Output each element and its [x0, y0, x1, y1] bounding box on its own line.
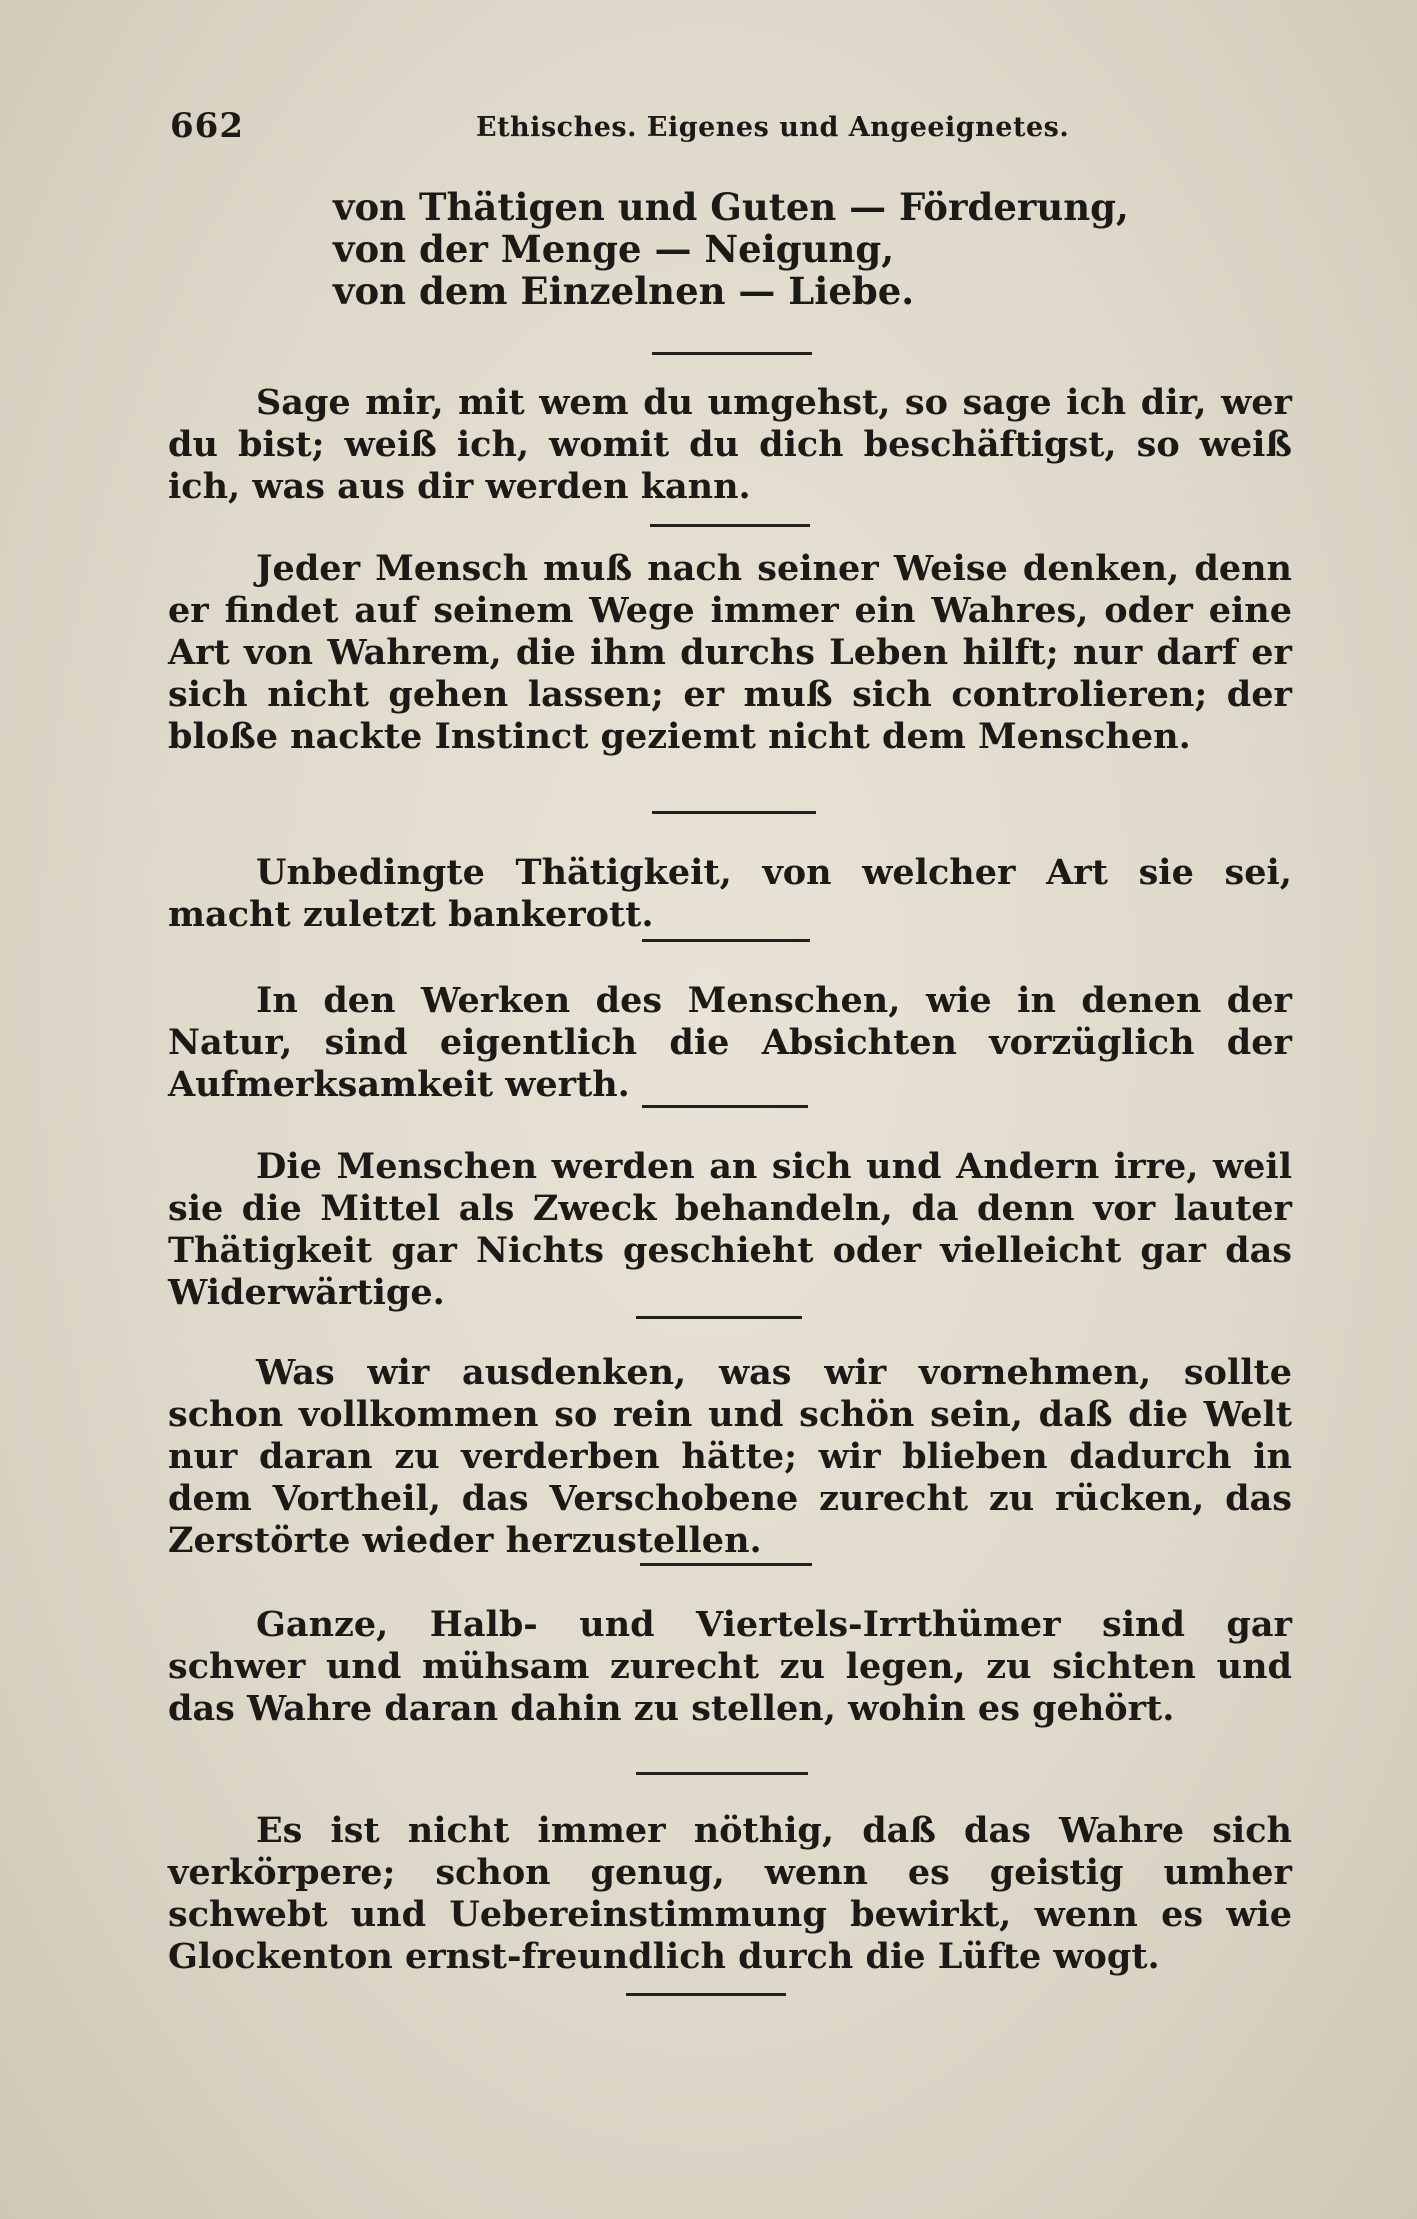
verse-line: von Thätigen und Guten — Förderung,: [333, 185, 1129, 229]
aphorism-paragraph: Was wir ausdenken, was wir vornehmen, sollte schon vollkommen so rein und schön sein, daß die Welt nur daran zu verderben hätte; wir blieben dadurch in dem Vortheil, das Verschobene zurecht zu rücken, das Zerstörte wieder herzustellen.: [168, 1352, 1292, 1561]
section-divider: [642, 939, 810, 942]
section-divider: [640, 1563, 812, 1566]
section-divider: [652, 811, 816, 814]
page-header: [170, 106, 1290, 156]
aphorism-paragraph: Sage mir, mit wem du umgehst, so sage ich dir, wer du bist; weiß ich, womit du dich beschäftigst, so weiß ich, was aus dir werden kann.: [168, 382, 1292, 507]
aphorism-paragraph: Es ist nicht immer nöthig, daß das Wahre sich verkörpere; schon genug, wenn es geistig umher schwebt und Uebereinstimmung bewirkt, wenn es wie Glockenton ernst-freundlich durch die Lüfte wogt.: [168, 1810, 1292, 1977]
section-divider: [650, 524, 810, 527]
aphorism-paragraph: Ganze, Halb- und Viertels-Irrthümer sind gar schwer und mühsam zurecht zu legen, zu sichten und das Wahre daran dahin zu stellen, wohin es gehört.: [168, 1604, 1292, 1729]
aphorism-paragraph: Die Menschen werden an sich und Andern irre, weil sie die Mittel als Zweck behandeln, da denn vor lauter Thätigkeit gar Nichts geschieht oder vielleicht gar das Widerwärtige.: [168, 1146, 1292, 1313]
aphorism-paragraph: In den Werken des Menschen, wie in denen der Natur, sind eigentlich die Absichten vorzüglich der Aufmerksamkeit werth.: [168, 980, 1292, 1105]
section-divider: [636, 1316, 802, 1319]
verse-line: von der Menge — Neigung,: [333, 227, 895, 271]
page-number: 662: [170, 106, 244, 146]
running-head: Ethisches. Eigenes und Angeeignetes.: [476, 112, 1070, 143]
section-divider: [642, 1105, 808, 1108]
verse-block: [333, 186, 1129, 312]
aphorism-paragraph: Unbedingte Thätigkeit, von welcher Art sie sei, macht zuletzt bankerott.: [168, 852, 1292, 935]
aphorism-paragraph: Jeder Mensch muß nach seiner Weise denken, denn er findet auf seinem Wege immer ein Wahres, oder eine Art von Wahrem, die ihm durchs Leben hilft; nur darf er sich nicht gehen lassen; er muß sich controlieren; der bloße nackte Instinct geziemt nicht dem Menschen.: [168, 548, 1292, 757]
section-divider: [652, 352, 812, 355]
section-divider: [626, 1993, 786, 1996]
verse-line: von dem Einzelnen — Liebe.: [333, 269, 915, 313]
section-divider: [636, 1772, 808, 1775]
